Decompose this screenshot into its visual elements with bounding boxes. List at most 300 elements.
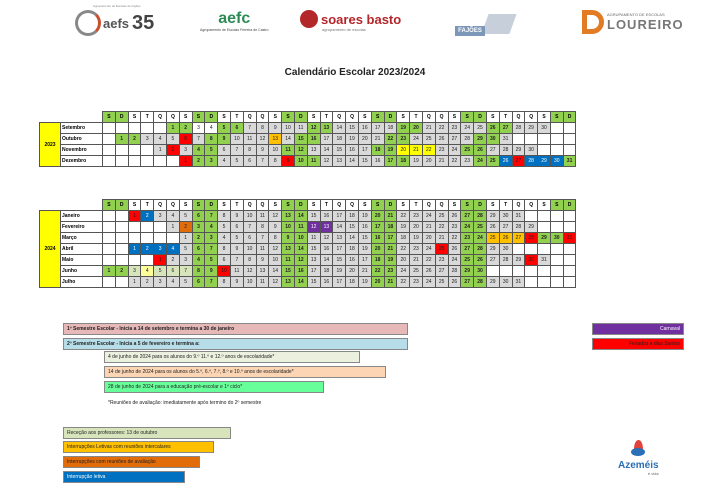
weekday-header: Q	[435, 200, 448, 211]
day-cell: 13	[269, 134, 282, 145]
day-cell: 23	[461, 156, 474, 167]
aefc-sub: Agrupamento de Escolas Ferreira de Castro	[200, 28, 269, 32]
legend-break-evaluation: Interrupções com reuniões de avaliação	[63, 456, 200, 468]
day-cell: 20	[410, 123, 423, 134]
day-cell: 13	[307, 255, 320, 266]
day-cell: 13	[320, 222, 333, 233]
weekday-header: T	[499, 112, 512, 123]
empty-cell	[512, 134, 525, 145]
day-cell: 4	[141, 266, 154, 277]
day-cell: 17	[371, 222, 384, 233]
empty-cell	[103, 145, 116, 156]
day-cell: 29	[512, 255, 525, 266]
weekday-header: S	[486, 200, 499, 211]
day-cell: 18	[346, 244, 359, 255]
legend-holidays: Feriados e dias Santos	[592, 338, 684, 350]
empty-cell	[115, 222, 128, 233]
empty-cell	[563, 255, 576, 266]
day-cell: 17	[384, 156, 397, 167]
empty-cell	[128, 145, 141, 156]
weekday-header: S	[179, 200, 192, 211]
day-cell: 12	[294, 145, 307, 156]
fajoes-logo	[455, 10, 513, 40]
empty-cell	[499, 266, 512, 277]
day-cell: 13	[282, 277, 295, 288]
day-cell: 10	[282, 222, 295, 233]
aefs-tagline: Agrupamento de Escolas de Fajões	[93, 4, 141, 8]
weekday-header: Q	[154, 200, 167, 211]
day-cell: 7	[243, 222, 256, 233]
day-cell: 31	[499, 134, 512, 145]
day-cell: 17	[384, 233, 397, 244]
day-cell: 22	[371, 266, 384, 277]
day-cell: 7	[205, 244, 218, 255]
azemeis-flame-icon	[628, 440, 648, 460]
day-cell: 29	[486, 211, 499, 222]
weekday-header: T	[141, 112, 154, 123]
day-cell: 7	[230, 255, 243, 266]
day-cell: 5	[230, 233, 243, 244]
weekday-header: Q	[422, 200, 435, 211]
empty-cell	[103, 156, 116, 167]
day-cell: 1	[115, 134, 128, 145]
day-cell: 14	[282, 134, 295, 145]
day-cell: 11	[294, 123, 307, 134]
month-label: Julho	[61, 277, 103, 288]
day-cell: 27	[461, 277, 474, 288]
weekday-header: S	[269, 112, 282, 123]
empty-cell	[550, 244, 563, 255]
empty-cell	[115, 211, 128, 222]
month-label: Abril	[61, 244, 103, 255]
day-cell: 5	[230, 156, 243, 167]
day-cell: 3	[141, 134, 154, 145]
weekday-header: S	[448, 112, 461, 123]
day-cell: 18	[371, 255, 384, 266]
weekday-header: T	[230, 112, 243, 123]
weekday-header: S	[218, 200, 231, 211]
empty-cell	[115, 145, 128, 156]
day-cell: 18	[371, 145, 384, 156]
day-cell: 7	[205, 277, 218, 288]
day-cell: 14	[294, 211, 307, 222]
empty-cell	[103, 233, 116, 244]
day-cell: 29	[474, 134, 487, 145]
day-cell: 1	[166, 222, 179, 233]
loureiro-logo	[582, 10, 684, 34]
day-cell: 2	[192, 156, 205, 167]
empty-cell	[563, 145, 576, 156]
aefs-ring-icon	[75, 10, 101, 36]
day-cell: 30	[538, 123, 551, 134]
day-cell: 24	[461, 123, 474, 134]
day-cell: 28	[525, 233, 538, 244]
day-cell: 12	[256, 134, 269, 145]
day-cell: 20	[397, 145, 410, 156]
day-cell: 13	[282, 244, 295, 255]
empty-cell	[154, 156, 167, 167]
day-cell: 12	[294, 255, 307, 266]
day-cell: 26	[499, 156, 512, 167]
weekday-header: Q	[243, 112, 256, 123]
weekday-header: S	[550, 112, 563, 123]
day-cell: 2	[141, 277, 154, 288]
day-cell: 6	[192, 211, 205, 222]
day-cell: 12	[269, 244, 282, 255]
day-cell: 5	[205, 145, 218, 156]
weekday-header: T	[410, 112, 423, 123]
day-cell: 25	[435, 211, 448, 222]
day-cell: 18	[397, 233, 410, 244]
day-cell: 9	[230, 211, 243, 222]
day-cell: 24	[422, 244, 435, 255]
weekday-header: D	[384, 200, 397, 211]
logos-bar	[0, 0, 710, 52]
empty-cell	[115, 233, 128, 244]
day-cell: 21	[422, 222, 435, 233]
weekday-header: S	[192, 112, 205, 123]
empty-cell	[538, 222, 551, 233]
day-cell: 27	[461, 244, 474, 255]
day-cell: 4	[154, 134, 167, 145]
calendar-2024	[39, 199, 576, 288]
month-label: Fevereiro	[61, 222, 103, 233]
day-cell: 25	[486, 156, 499, 167]
day-cell: 29	[486, 244, 499, 255]
day-cell: 11	[294, 222, 307, 233]
day-cell: 14	[333, 123, 346, 134]
day-cell: 7	[179, 266, 192, 277]
day-cell: 15	[333, 255, 346, 266]
day-cell: 1	[154, 255, 167, 266]
day-cell: 22	[435, 222, 448, 233]
day-cell: 6	[179, 134, 192, 145]
fajoes-arrow-icon	[481, 14, 516, 34]
day-cell: 1	[128, 277, 141, 288]
day-cell: 16	[320, 211, 333, 222]
weekday-header: Q	[154, 112, 167, 123]
weekday-header: T	[499, 200, 512, 211]
fajoes-text: FAJÕES	[455, 26, 485, 36]
aefc-text: aefc	[218, 10, 251, 27]
weekday-header: T	[141, 200, 154, 211]
day-cell: 3	[154, 211, 167, 222]
legend-semester-2: 2º Semestre Escolar - Inicia a 5 de fevereiro e termina a:	[63, 338, 408, 350]
day-cell: 26	[474, 145, 487, 156]
empty-cell	[563, 123, 576, 134]
day-cell: 19	[410, 233, 423, 244]
day-cell: 27	[512, 233, 525, 244]
day-cell: 3	[179, 145, 192, 156]
weekday-header: S	[550, 200, 563, 211]
empty-cell	[525, 266, 538, 277]
empty-cell	[128, 233, 141, 244]
day-cell: 6	[166, 266, 179, 277]
day-cell: 1	[179, 156, 192, 167]
day-cell: 21	[410, 255, 423, 266]
day-cell: 2	[179, 123, 192, 134]
day-cell: 5	[205, 255, 218, 266]
day-cell: 19	[358, 277, 371, 288]
empty-cell	[128, 123, 141, 134]
weekday-header: Q	[243, 200, 256, 211]
day-cell: 11	[307, 156, 320, 167]
day-cell: 15	[307, 244, 320, 255]
day-cell: 21	[358, 266, 371, 277]
day-cell: 21	[371, 134, 384, 145]
day-cell: 27	[486, 145, 499, 156]
weekday-header: D	[563, 112, 576, 123]
day-cell: 20	[422, 233, 435, 244]
day-cell: 7	[243, 123, 256, 134]
weekday-header: S	[448, 200, 461, 211]
empty-cell	[538, 244, 551, 255]
weekday-header: S	[358, 112, 371, 123]
day-cell: 20	[422, 156, 435, 167]
empty-cell	[103, 277, 116, 288]
day-cell: 17	[333, 277, 346, 288]
empty-cell	[550, 134, 563, 145]
day-cell: 13	[333, 233, 346, 244]
day-cell: 25	[461, 255, 474, 266]
weekday-header: D	[563, 200, 576, 211]
day-cell: 6	[243, 156, 256, 167]
day-cell: 20	[358, 134, 371, 145]
day-cell: 2	[166, 145, 179, 156]
empty-cell	[550, 277, 563, 288]
day-cell: 1	[179, 233, 192, 244]
day-cell: 13	[333, 156, 346, 167]
day-cell: 8	[243, 255, 256, 266]
empty-cell	[103, 211, 116, 222]
day-cell: 23	[410, 244, 423, 255]
day-cell: 31	[563, 233, 576, 244]
weekday-header: Q	[525, 200, 538, 211]
weekday-header: S	[103, 200, 116, 211]
day-cell: 14	[294, 277, 307, 288]
weekday-header: Q	[512, 200, 525, 211]
day-cell: 24	[461, 222, 474, 233]
day-cell: 12	[320, 233, 333, 244]
soares-basto-text: soares basto	[321, 11, 402, 27]
day-cell: 18	[346, 277, 359, 288]
empty-cell	[550, 123, 563, 134]
weekday-header: S	[461, 112, 474, 123]
day-cell: 8	[269, 156, 282, 167]
day-cell: 4	[205, 222, 218, 233]
empty-cell	[103, 255, 116, 266]
day-cell: 17	[358, 255, 371, 266]
day-cell: 8	[269, 233, 282, 244]
day-cell: 4	[218, 156, 231, 167]
day-cell: 15	[333, 145, 346, 156]
empty-cell	[115, 123, 128, 134]
day-cell: 17	[358, 145, 371, 156]
day-cell: 19	[410, 156, 423, 167]
day-cell: 28	[525, 156, 538, 167]
month-label: Junho	[61, 266, 103, 277]
day-cell: 17	[333, 244, 346, 255]
loureiro-text: LOUREIRO	[607, 17, 684, 32]
day-cell: 24	[422, 277, 435, 288]
day-cell: 30	[499, 211, 512, 222]
day-cell: 12	[320, 156, 333, 167]
empty-cell	[103, 244, 116, 255]
day-cell: 9	[269, 222, 282, 233]
day-cell: 30	[499, 244, 512, 255]
empty-cell	[141, 222, 154, 233]
empty-cell	[103, 134, 116, 145]
day-cell: 30	[499, 277, 512, 288]
day-cell: 30	[486, 134, 499, 145]
day-cell: 31	[512, 211, 525, 222]
day-cell: 17	[333, 211, 346, 222]
soares-basto-logo	[300, 10, 402, 32]
day-cell: 4	[166, 244, 179, 255]
weekday-header: S	[282, 112, 295, 123]
day-cell: 18	[333, 134, 346, 145]
weekday-header: S	[371, 200, 384, 211]
day-cell: 10	[243, 211, 256, 222]
day-cell: 18	[320, 266, 333, 277]
day-cell: 31	[563, 156, 576, 167]
year-label: 2024	[40, 211, 61, 288]
day-cell: 17	[371, 123, 384, 134]
day-cell: 16	[371, 156, 384, 167]
day-cell: 26	[486, 123, 499, 134]
day-cell: 24	[397, 266, 410, 277]
aefs-text: aefs	[103, 15, 130, 31]
day-cell: 21	[384, 244, 397, 255]
day-cell: 24	[448, 255, 461, 266]
day-cell: 21	[384, 277, 397, 288]
day-cell: 26	[422, 266, 435, 277]
legend-end-9-11-12: 4 de junho de 2024 para os alunos do 9.º 11.º e 12.º anos de escolaridade*	[104, 351, 360, 363]
day-cell: 25	[422, 134, 435, 145]
azemeis-text: Azeméis	[618, 460, 659, 471]
day-cell: 14	[333, 222, 346, 233]
day-cell: 19	[358, 244, 371, 255]
month-label: Outubro	[61, 134, 103, 145]
weekday-header: S	[128, 112, 141, 123]
weekday-header: S	[461, 200, 474, 211]
day-cell: 24	[410, 134, 423, 145]
day-cell: 15	[346, 222, 359, 233]
day-cell: 11	[230, 266, 243, 277]
empty-cell	[486, 266, 499, 277]
day-cell: 11	[243, 134, 256, 145]
day-cell: 7	[256, 156, 269, 167]
day-cell: 12	[307, 123, 320, 134]
empty-cell	[525, 134, 538, 145]
day-cell: 7	[205, 211, 218, 222]
weekday-header: Q	[346, 200, 359, 211]
day-cell: 15	[358, 233, 371, 244]
day-cell: 15	[282, 266, 295, 277]
weekday-header: D	[474, 112, 487, 123]
day-cell: 8	[243, 145, 256, 156]
day-cell: 9	[205, 266, 218, 277]
day-cell: 13	[320, 123, 333, 134]
day-cell: 24	[422, 211, 435, 222]
day-cell: 19	[384, 255, 397, 266]
month-label: Maio	[61, 255, 103, 266]
day-cell: 28	[448, 266, 461, 277]
day-cell: 20	[397, 255, 410, 266]
day-cell: 15	[346, 123, 359, 134]
weekday-header: S	[397, 112, 410, 123]
empty-cell	[141, 123, 154, 134]
calendar-2023	[39, 111, 576, 167]
day-cell: 6	[218, 145, 231, 156]
day-cell: 28	[499, 145, 512, 156]
weekday-header: T	[320, 200, 333, 211]
day-cell: 3	[192, 123, 205, 134]
weekday-header: T	[410, 200, 423, 211]
day-cell: 16	[346, 145, 359, 156]
day-cell: 25	[461, 145, 474, 156]
day-cell: 20	[371, 277, 384, 288]
weekday-header: Q	[346, 112, 359, 123]
weekday-header: S	[128, 200, 141, 211]
day-cell: 29	[486, 277, 499, 288]
day-cell: 17	[307, 266, 320, 277]
weekday-header: S	[486, 112, 499, 123]
weekday-header: D	[294, 112, 307, 123]
weekday-header: S	[269, 200, 282, 211]
empty-cell	[154, 233, 167, 244]
day-cell: 8	[218, 277, 231, 288]
day-cell: 29	[525, 123, 538, 134]
day-cell: 22	[397, 244, 410, 255]
day-cell: 2	[115, 266, 128, 277]
day-cell: 8	[218, 211, 231, 222]
day-cell: 27	[461, 211, 474, 222]
day-cell: 4	[192, 145, 205, 156]
day-cell: 23	[461, 233, 474, 244]
day-cell: 30	[525, 145, 538, 156]
empty-cell	[115, 277, 128, 288]
empty-cell	[538, 211, 551, 222]
day-cell: 17	[320, 134, 333, 145]
day-cell: 22	[448, 233, 461, 244]
empty-cell	[512, 266, 525, 277]
day-cell: 10	[282, 123, 295, 134]
day-cell: 7	[256, 233, 269, 244]
weekday-header: S	[307, 112, 320, 123]
day-cell: 1	[166, 123, 179, 134]
legend-end-pre-1: 28 de junho de 2024 para a educação pré-escolar e 1º ciclo*	[104, 381, 324, 393]
day-cell: 14	[320, 255, 333, 266]
day-cell: 28	[474, 244, 487, 255]
soares-basto-icon	[300, 10, 318, 28]
empty-cell	[115, 156, 128, 167]
day-cell: 9	[282, 233, 295, 244]
day-cell: 6	[192, 244, 205, 255]
soares-basto-sub: agrupamento de escolas	[322, 27, 366, 32]
weekday-header: Q	[512, 112, 525, 123]
day-cell: 13	[307, 145, 320, 156]
day-cell: 30	[525, 255, 538, 266]
day-cell: 27	[448, 134, 461, 145]
day-cell: 5	[154, 266, 167, 277]
day-cell: 28	[512, 123, 525, 134]
empty-cell	[563, 222, 576, 233]
month-label: Janeiro	[61, 211, 103, 222]
day-cell: 20	[346, 266, 359, 277]
day-cell: 28	[474, 211, 487, 222]
day-cell: 6	[243, 233, 256, 244]
